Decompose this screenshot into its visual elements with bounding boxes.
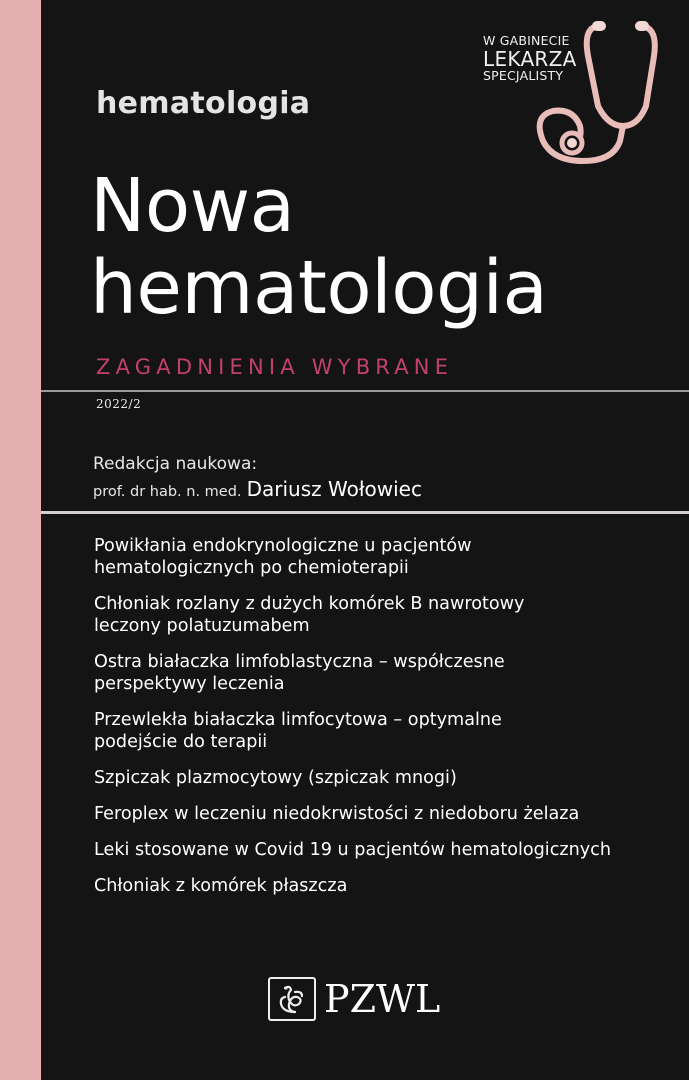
divider <box>41 390 689 392</box>
topic-item: Przewlekła białaczka limfocytowa – optymalne podejście do terapii <box>94 710 502 752</box>
topic-item: Szpiczak plazmocytowy (szpiczak mnogi) <box>94 768 457 788</box>
issue-number: 2022/2 <box>96 397 142 411</box>
topic-item: Feroplex w leczeniu niedokrwistości z niedoboru żelaza <box>94 804 580 824</box>
book-subtitle: ZAGADNIENIA WYBRANE <box>96 355 454 379</box>
publisher-name: PZWL <box>324 977 441 1021</box>
editor-label: Redakcja naukowa: <box>93 454 258 474</box>
badge-line-1: W GABINECIE <box>483 33 570 48</box>
book-title <box>90 165 547 329</box>
book-spine <box>0 0 41 1080</box>
series-badge <box>483 35 583 82</box>
editor-name: Dariusz Wołowiec <box>246 477 422 501</box>
topic-item: Ostra białaczka limfoblastyczna – współczesne perspektywy leczenia <box>94 652 505 694</box>
badge-line-3: SPECJALISTY <box>483 67 564 83</box>
publisher-logo <box>268 977 440 1021</box>
serpent-logo-icon <box>268 977 316 1021</box>
editor-degree: prof. dr hab. n. med. <box>93 484 242 500</box>
title-line-2: hematologia <box>90 245 548 331</box>
topic-item: Chłoniak rozlany z dużych komórek B nawrotowy leczony polatuzumabem <box>94 594 525 636</box>
topic-item: Powikłania endokrynologiczne u pacjentów hematologicznych po chemioterapii <box>94 536 472 578</box>
topics-list <box>94 535 654 911</box>
editor <box>93 477 422 501</box>
series-label: hematologia <box>96 86 311 121</box>
divider <box>41 511 689 514</box>
topic-item: Chłoniak z komórek płaszcza <box>94 876 348 896</box>
badge-line-2: LEKARZA <box>483 46 577 71</box>
topic-item: Leki stosowane w Covid 19 u pacjentów hematologicznych <box>94 840 611 860</box>
title-line-1: Nowa <box>90 163 295 249</box>
